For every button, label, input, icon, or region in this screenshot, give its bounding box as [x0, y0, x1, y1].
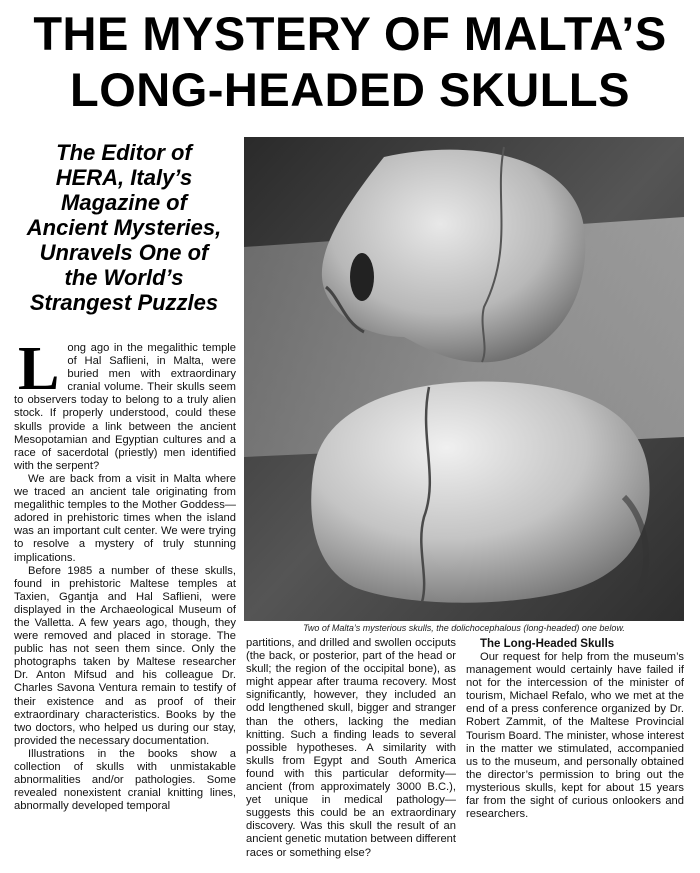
lower-long-skull [311, 381, 649, 602]
deck-line: Unravels One of [39, 240, 209, 265]
photo-caption: Two of Malta’s mysterious skulls, the dolichocephalous (long-headed) one below. [303, 623, 625, 633]
deck-subtitle [14, 140, 234, 315]
paragraph-1 [14, 335, 236, 473]
eye-socket [350, 253, 374, 301]
skulls-photo [244, 137, 684, 621]
paragraph-5: partitions, and drilled and swollen occiputs (the back, or posterior, part of the head or skull; the region of the occipital bone), as might appear after trauma recovery. Most significantly, however, they included an odd lengthened skull, bigger and stranger than the others, lacking the median knitting. Such a finding leads to several possible hypotheses. A similarity with skulls from Egypt and South America found with this particular deformity—ancient (from approximately 3000 B.C.), yet unique in medical pathology—suggests this could be an extraordinary discovery. Was this skull the result of an ancient genetic mutation between different races or something else? [246, 637, 457, 859]
paragraph-6: Our request for help from the museum’s management would certainly have failed if not for the intercession of the minister of tourism, Michael Refalo, who we met at the end of a press conference organized by Dr. Robert Zammit, of the Maltese Provincial Tourism Board. The minister, whose interest in the matter we stimulated, accompanied us to the museum, and personally obtained the director’s permission to bring out the mysterious skulls, kept for about 15 years far from the sight of curious onlookers and researchers. [466, 651, 684, 821]
paragraph-2: We are back from a visit in Malta where we traced an ancient tale originating from megalithic temples to the Mother Goddess—adored in prehistoric times when the island was an important cult center. We were trying to resolve a mystery of truly stunning implications. [14, 472, 236, 564]
deck-line: HERA, Italy’s [55, 165, 193, 190]
section-subhead: The Long-Headed Skulls [480, 638, 615, 650]
headline-line-2: LONG-HEADED SKULLS [70, 63, 630, 116]
paragraph-3: Before 1985 a number of these skulls, found in prehistoric Maltese temples at Taxien, Ggantja and Hal Saflieni, were displayed in the Archaeological Museum of the Valletta. A few years ago, though, they were removed and placed in storage. The public has not seen them since. Only the photographs taken by Maltese researcher Dr. Anton Mifsud and his colleague Dr. Charles Savona Ventura remain to testify of their existence and as proof of their extraordinary characteristics. Books by the two doctors, who helped us during our stay, provided the necessary documentation. [14, 564, 236, 747]
headline [0, 6, 700, 118]
deck-line: Ancient Mysteries, [26, 215, 222, 240]
skulls-illustration [244, 137, 684, 621]
headline-line-1: THE MYSTERY OF MALTA’S [33, 7, 667, 60]
deck-line: Strangest Puzzles [29, 290, 219, 315]
article-column-3 [466, 637, 684, 821]
deck-line: The Editor of [56, 140, 192, 165]
paragraph-1-text: ong ago in the megalithic temple of Hal Saflieni, in Malta, were buried men with extraordinary cranial volume. Their skulls seem to observers today to belong to a truly alien stock. If properly understood, could these skulls provide a link between the ancient Mesopotamian and Egyptian cultures and a race of sacerdotal (priestly) men identified with the serpent? [14, 342, 236, 472]
deck-line: Magazine of [61, 190, 187, 215]
paragraph-4: Illustrations in the books show a collection of skulls with unmistakable abnormalities and/or pathologies. Some revealed nonexistent cranial knitting lines, abnormally developed temporal [14, 747, 236, 813]
article-column-1 [14, 335, 236, 813]
article-column-2 [246, 637, 456, 860]
deck-line: the World’s [64, 265, 184, 290]
drop-cap: L [18, 335, 60, 403]
